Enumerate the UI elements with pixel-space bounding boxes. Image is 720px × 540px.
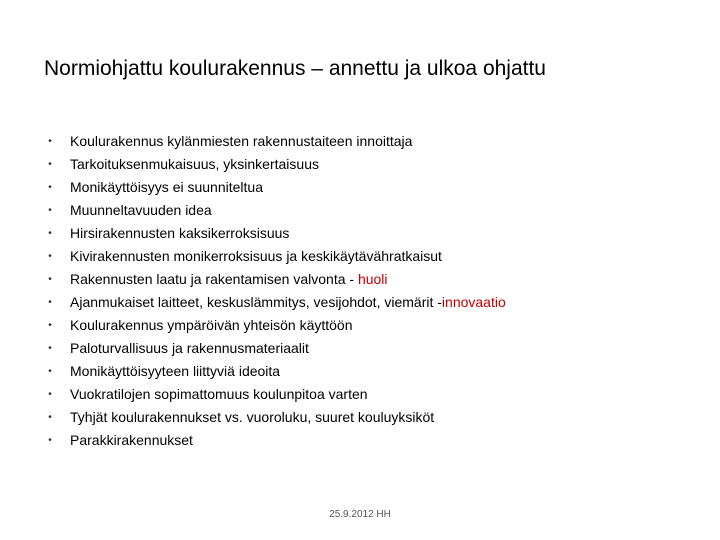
list-item	[44, 130, 506, 153]
slide-footer-date: 25.9.2012 HH	[329, 509, 391, 520]
list-item	[44, 406, 506, 429]
list-item	[44, 429, 506, 452]
bullet-icon: •	[48, 366, 52, 377]
list-item-text: Koulurakennus ympäröivän yhteisön käyttöön	[70, 317, 353, 333]
list-item	[44, 291, 506, 314]
list-item	[44, 245, 506, 268]
bullet-icon: •	[48, 343, 52, 354]
list-item-text: Vuokratilojen sopimattomuus koulunpitoa varten	[70, 386, 368, 402]
list-item-accent: innovaatio	[441, 294, 506, 310]
list-item	[44, 337, 506, 360]
bullet-icon: •	[48, 228, 52, 239]
list-item	[44, 222, 506, 245]
bullet-icon: •	[48, 274, 52, 285]
list-item-text: Muunneltavuuden idea	[70, 202, 212, 218]
bullet-icon: •	[48, 251, 52, 262]
list-item	[44, 360, 506, 383]
list-item-accent: huoli	[357, 271, 388, 287]
list-item	[44, 199, 506, 222]
bullet-list	[44, 130, 506, 452]
list-item-text: Paloturvallisuus ja rakennusmateriaalit	[70, 340, 309, 356]
bullet-icon: •	[48, 320, 52, 331]
list-item-text: Ajanmukaiset laitteet, keskuslämmitys, vesijohdot, viemärit -	[70, 294, 442, 310]
list-item-text: Tyhjät koulurakennukset vs. vuoroluku, suuret kouluyksiköt	[70, 409, 435, 425]
bullet-icon: •	[48, 435, 52, 446]
list-item	[44, 314, 506, 337]
bullet-icon: •	[48, 136, 52, 147]
list-item-text: Rakennusten laatu ja rakentamisen valvonta -	[70, 271, 358, 287]
list-item	[44, 268, 506, 291]
slide-title: Normiohjattu koulurakennus – annettu ja ulkoa ohjattu	[44, 57, 546, 80]
list-item	[44, 176, 506, 199]
list-item-text: Parakkirakennukset	[70, 432, 193, 448]
bullet-icon: •	[48, 182, 52, 193]
list-item-text: Hirsirakennusten kaksikerroksisuus	[70, 225, 290, 241]
list-item	[44, 153, 506, 176]
bullet-icon: •	[48, 412, 52, 423]
bullet-icon: •	[48, 205, 52, 216]
list-item-text: Kivirakennusten monikerroksisuus ja keskikäytävähratkaisut	[70, 248, 442, 264]
list-item	[44, 383, 506, 406]
list-item-text: Tarkoituksenmukaisuus, yksinkertaisuus	[70, 156, 319, 172]
bullet-icon: •	[48, 297, 52, 308]
bullet-icon: •	[48, 159, 52, 170]
list-item-text: Koulurakennus kylänmiesten rakennustaiteen innoittaja	[70, 133, 413, 149]
list-item-text: Monikäyttöisyys ei suunniteltua	[70, 179, 263, 195]
bullet-icon: •	[48, 389, 52, 400]
list-item-text: Monikäyttöisyyteen liittyviä ideoita	[70, 363, 281, 379]
